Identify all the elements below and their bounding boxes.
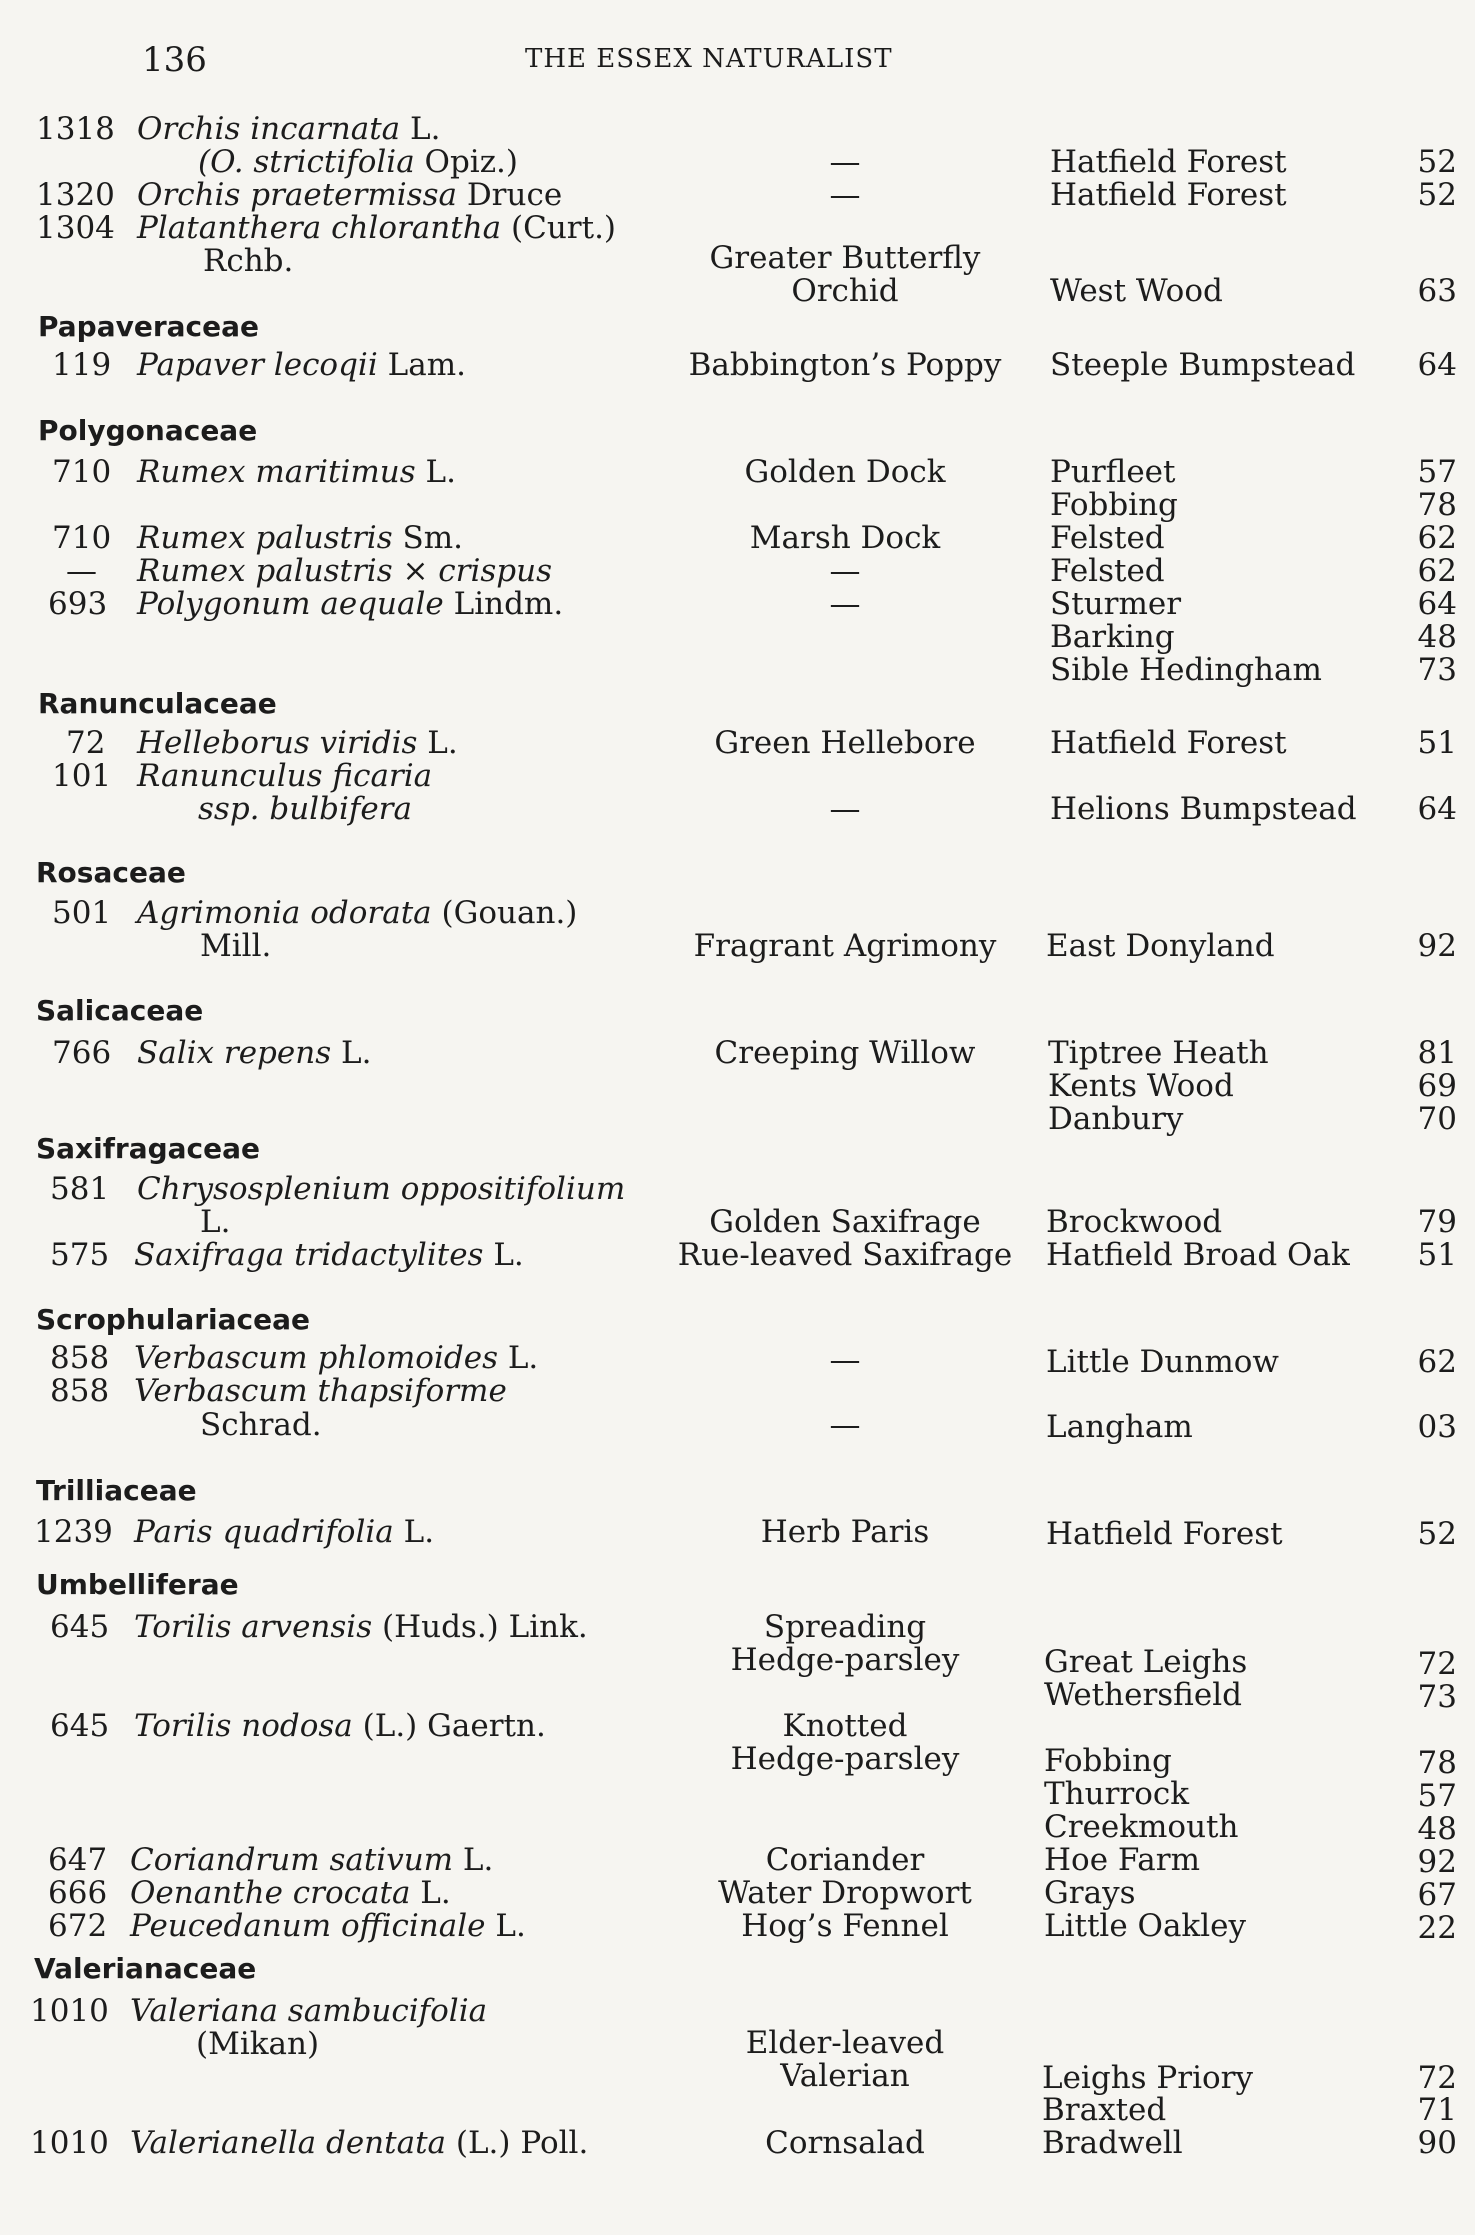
- entry-number: 858: [50, 1340, 110, 1376]
- common-name: Hedge-parsley: [730, 1642, 960, 1678]
- species-author: L.: [200, 1204, 231, 1240]
- year: 78: [1417, 1745, 1457, 1781]
- running-head: THE ESSEX NATURALIST: [525, 44, 893, 74]
- entry-number: —: [66, 553, 97, 589]
- common-name: —: [829, 1342, 861, 1378]
- common-name: Green Hellebore: [714, 725, 976, 761]
- species-name: Torilis arvensis (Huds.) Link.: [134, 1609, 588, 1645]
- common-name: Coriander: [765, 1842, 925, 1878]
- species-name: Agrimonia odorata (Gouan.): [137, 895, 578, 931]
- year: 52: [1417, 144, 1457, 180]
- entry-number: 693: [48, 586, 108, 622]
- entry-number: 766: [52, 1035, 112, 1071]
- year: 03: [1417, 1409, 1457, 1445]
- entry-number: 647: [48, 1842, 108, 1878]
- entry-number: 581: [50, 1171, 110, 1207]
- locality: Fobbing: [1050, 487, 1178, 523]
- common-name: Elder-leaved: [745, 2025, 945, 2061]
- family-heading: Rosaceae: [36, 856, 186, 889]
- year: 48: [1417, 1811, 1457, 1847]
- locality: Felsted: [1050, 553, 1165, 589]
- species-subspecies: ssp. bulbifera: [198, 791, 412, 827]
- common-name: Golden Dock: [744, 454, 946, 490]
- common-name: Golden Saxifrage: [709, 1204, 981, 1240]
- entry-number: 101: [52, 758, 112, 794]
- entry-number: 645: [50, 1708, 110, 1744]
- species-synonym: (O. strictifolia Opiz.): [198, 144, 518, 180]
- year: 70: [1417, 1101, 1457, 1137]
- common-name: Creeping Willow: [714, 1035, 976, 1071]
- common-name: Babbington’s Poppy: [688, 347, 1002, 383]
- year: 73: [1417, 1679, 1457, 1715]
- locality: Sible Hedingham: [1050, 652, 1322, 688]
- year: 64: [1417, 791, 1457, 827]
- species-name: Torilis nodosa (L.) Gaertn.: [134, 1708, 546, 1744]
- locality: Helions Bumpstead: [1050, 791, 1357, 827]
- locality: Leighs Priory: [1042, 2060, 1254, 2096]
- entry-number: 710: [52, 520, 112, 556]
- year: 79: [1417, 1204, 1457, 1240]
- common-name: —: [829, 177, 861, 213]
- species-name: Valerianella dentata (L.) Poll.: [130, 2125, 589, 2161]
- common-name: Herb Paris: [760, 1514, 930, 1550]
- locality: Sturmer: [1050, 586, 1182, 622]
- year: 52: [1417, 1516, 1457, 1552]
- year: 78: [1417, 487, 1457, 523]
- locality: Purfleet: [1050, 454, 1176, 490]
- species-author: Mill.: [200, 928, 272, 964]
- locality: Hatfield Forest: [1050, 725, 1287, 761]
- locality: Barking: [1050, 619, 1175, 655]
- locality: Kents Wood: [1048, 1068, 1234, 1104]
- common-name: —: [829, 144, 861, 180]
- entry-number: 1239: [34, 1514, 113, 1550]
- year: 92: [1417, 928, 1457, 964]
- locality: East Donyland: [1046, 928, 1275, 964]
- species-name: Papaver lecoqii Lam.: [137, 347, 466, 383]
- common-name: Hog’s Fennel: [741, 1908, 949, 1944]
- entry-number: 710: [52, 454, 112, 490]
- species-name: Peucedanum officinale L.: [130, 1908, 526, 1944]
- locality: Hatfield Forest: [1050, 177, 1287, 213]
- locality: Hatfield Forest: [1046, 1516, 1283, 1552]
- year: 57: [1417, 1778, 1457, 1814]
- species-name: Helleborus viridis L.: [137, 725, 458, 761]
- species-name: Rumex palustris Sm.: [137, 520, 463, 556]
- year: 64: [1417, 347, 1457, 383]
- locality: West Wood: [1050, 273, 1223, 309]
- locality: Thurrock: [1044, 1776, 1190, 1812]
- species-name: Platanthera chlorantha (Curt.): [137, 210, 617, 246]
- entry-number: 1010: [30, 2125, 109, 2161]
- year: 71: [1417, 2092, 1457, 2128]
- year: 92: [1417, 1844, 1457, 1880]
- entry-number: 858: [50, 1373, 110, 1409]
- species-name: Rumex maritimus L.: [137, 454, 456, 490]
- locality: Grays: [1044, 1875, 1136, 1911]
- common-name: —: [829, 586, 861, 622]
- locality: Langham: [1046, 1409, 1193, 1445]
- family-heading: Umbelliferae: [36, 1568, 239, 1601]
- page-number: 136: [142, 40, 207, 80]
- family-heading: Valerianaceae: [34, 1952, 257, 1985]
- year: 81: [1417, 1035, 1457, 1071]
- common-name: —: [829, 791, 861, 827]
- species-name: Orchis praetermissa Druce: [137, 177, 563, 213]
- year: 22: [1417, 1910, 1457, 1946]
- year: 72: [1417, 1646, 1457, 1682]
- family-heading: Ranunculaceae: [38, 687, 277, 720]
- entry-number: 119: [52, 347, 112, 383]
- common-name: Fragrant Agrimony: [693, 928, 997, 964]
- locality: Hatfield Broad Oak: [1046, 1237, 1350, 1273]
- common-name: Hedge-parsley: [730, 1741, 960, 1777]
- locality: Steeple Bumpstead: [1050, 347, 1356, 383]
- species-name: Verbascum thapsiforme: [134, 1373, 507, 1409]
- locality: Creekmouth: [1044, 1809, 1239, 1845]
- locality: Hoe Farm: [1044, 1842, 1200, 1878]
- year: 51: [1417, 1237, 1457, 1273]
- year: 57: [1417, 454, 1457, 490]
- common-name: Cornsalad: [765, 2125, 925, 2161]
- species-name: Orchis incarnata L.: [137, 111, 441, 147]
- species-name: Polygonum aequale Lindm.: [137, 586, 564, 622]
- species-name: Oenanthe crocata L.: [130, 1875, 451, 1911]
- year: 62: [1417, 520, 1457, 556]
- family-heading: Saxifragaceae: [36, 1132, 261, 1165]
- locality: Brockwood: [1046, 1204, 1223, 1240]
- year: 67: [1417, 1877, 1457, 1913]
- family-heading: Trilliaceae: [36, 1474, 197, 1507]
- species-name: Verbascum phlomoides L.: [134, 1340, 539, 1376]
- locality: Felsted: [1050, 520, 1165, 556]
- family-heading: Salicaceae: [36, 994, 204, 1027]
- family-heading: Polygonaceae: [38, 414, 258, 447]
- species-name: Salix repens L.: [137, 1035, 372, 1071]
- species-name: Valeriana sambucifolia: [130, 1993, 488, 2029]
- year: 52: [1417, 177, 1457, 213]
- entry-number: 672: [48, 1908, 108, 1944]
- common-name: —: [829, 553, 861, 589]
- year: 63: [1417, 273, 1457, 309]
- locality: Little Oakley: [1044, 1908, 1246, 1944]
- entry-number: 72: [66, 725, 106, 761]
- entry-number: 666: [48, 1875, 108, 1911]
- common-name: Valerian: [780, 2058, 910, 2094]
- common-name: Orchid: [791, 273, 899, 309]
- year: 62: [1417, 553, 1457, 589]
- locality: Bradwell: [1042, 2125, 1183, 2161]
- entry-number: 575: [50, 1237, 110, 1273]
- common-name: Rue-leaved Saxifrage: [677, 1237, 1013, 1273]
- common-name: Knotted: [782, 1708, 908, 1744]
- locality: Little Dunmow: [1046, 1344, 1279, 1380]
- entry-number: 1304: [36, 210, 115, 246]
- species-name: Chrysosplenium oppositifolium: [137, 1171, 626, 1207]
- family-heading: Scrophulariaceae: [36, 1303, 310, 1336]
- species-name: Saxifraga tridactylites L.: [134, 1237, 524, 1273]
- entry-number: 1318: [36, 111, 115, 147]
- locality: Great Leighs: [1044, 1644, 1248, 1680]
- species-author: (Mikan): [196, 2026, 320, 2062]
- species-author: Rchb.: [203, 243, 294, 279]
- locality: Wethersfield: [1044, 1677, 1242, 1713]
- common-name: Water Dropwort: [718, 1875, 972, 1911]
- species-name: Ranunculus ficaria: [137, 758, 433, 794]
- species-name: Coriandrum sativum L.: [130, 1842, 494, 1878]
- species-author: Schrad.: [200, 1407, 322, 1443]
- family-heading: Papaveraceae: [38, 310, 260, 343]
- common-name: Greater Butterfly: [709, 240, 981, 276]
- year: 72: [1417, 2060, 1457, 2096]
- locality: Braxted: [1042, 2092, 1167, 2128]
- year: 51: [1417, 725, 1457, 761]
- common-name: —: [829, 1407, 861, 1443]
- locality: Fobbing: [1044, 1743, 1172, 1779]
- year: 73: [1417, 652, 1457, 688]
- entry-number: 1320: [36, 177, 115, 213]
- locality: Tiptree Heath: [1048, 1035, 1269, 1071]
- entry-number: 645: [50, 1609, 110, 1645]
- locality: Hatfield Forest: [1050, 144, 1287, 180]
- year: 48: [1417, 619, 1457, 655]
- common-name: Spreading: [763, 1609, 927, 1645]
- year: 62: [1417, 1344, 1457, 1380]
- year: 69: [1417, 1068, 1457, 1104]
- entry-number: 501: [52, 895, 112, 931]
- species-name: Rumex palustris × crispus: [137, 553, 553, 589]
- locality: Danbury: [1048, 1101, 1184, 1137]
- entry-number: 1010: [30, 1993, 109, 2029]
- year: 90: [1417, 2125, 1457, 2161]
- species-name: Paris quadrifolia L.: [134, 1514, 435, 1550]
- common-name: Marsh Dock: [749, 520, 941, 556]
- year: 64: [1417, 586, 1457, 622]
